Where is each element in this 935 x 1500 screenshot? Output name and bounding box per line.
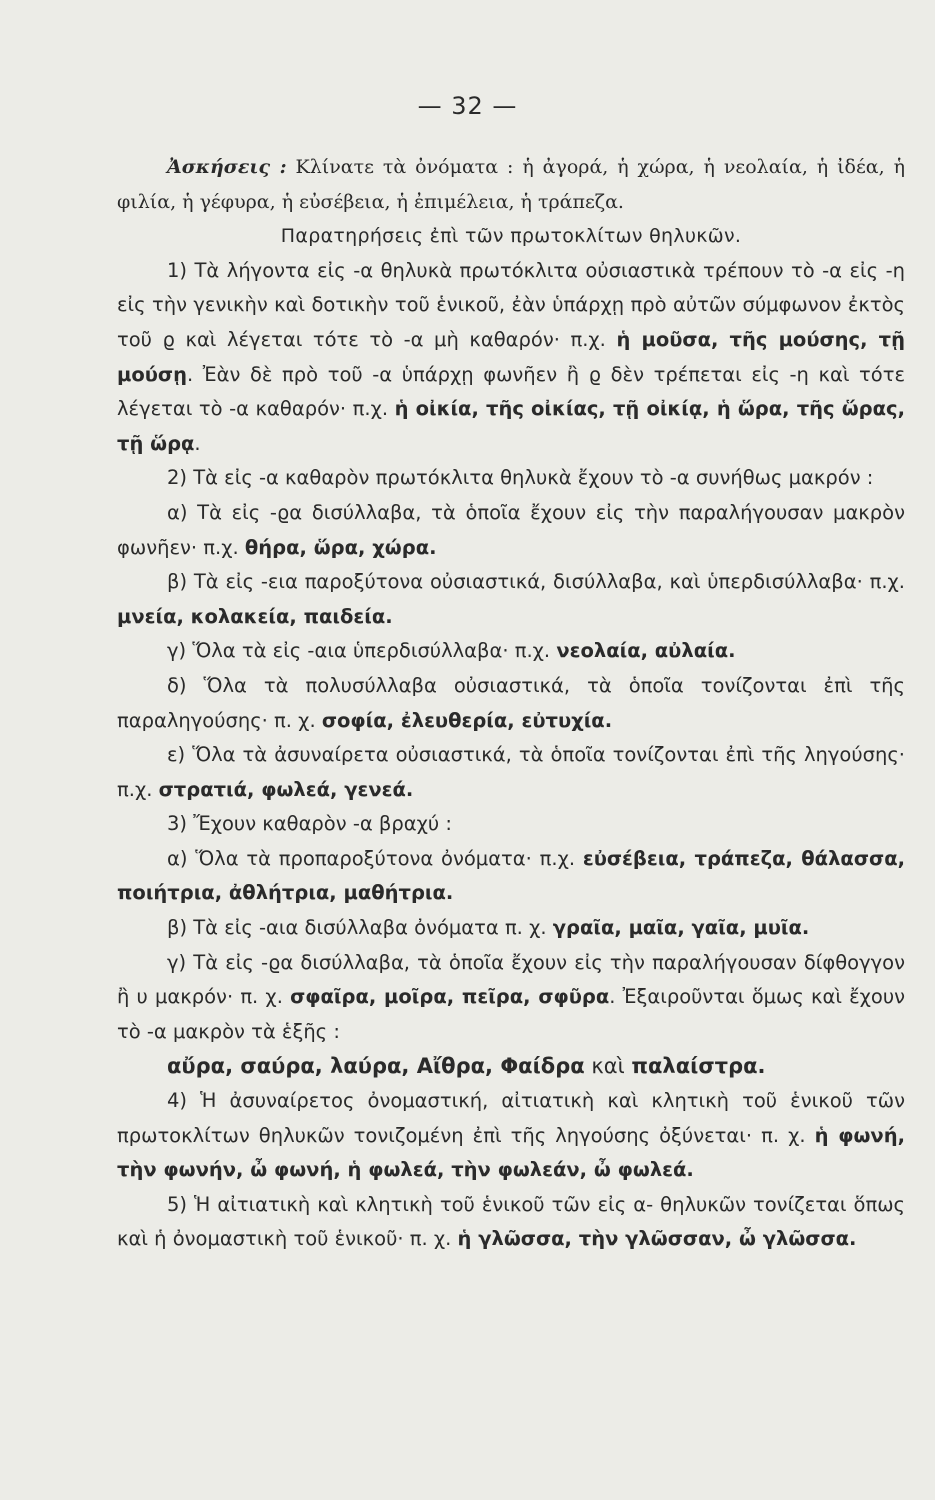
rule-2-d <box>117 669 905 738</box>
section-heading: Παρατηρήσεις ἐπὶ τῶν πρωτοκλίτων θηλυκῶν. <box>280 225 742 248</box>
rule-3-b-example: γραῖα, μαῖα, γαῖα, μυῖα. <box>552 916 810 940</box>
rule-3-b-text: β) Τὰ εἰς -αια δισύλλαβα ὀνόματα π. χ. <box>167 916 553 940</box>
rule-5-paragraph <box>117 1188 905 1257</box>
rule-2-d-text: δ) Ὅλα τὰ πολυσύλλαβα οὐσιαστικά, τὰ ὁποῖα τονίζονται ἐπὶ τῆς παραληγούσης· π. χ. <box>117 673 905 732</box>
exercise-paragraph <box>117 150 905 219</box>
page-body <box>117 150 905 1257</box>
rule-3-exceptions-and: καὶ <box>584 1054 632 1079</box>
rule-1-example-2: ἡ οἰκία, τῆς οἰκίας, τῇ οἰκίᾳ, ἡ ὥρα, τῆς ὥρας, τῇ ὥρᾳ <box>117 397 905 455</box>
rule-2-a-example: θήρα, ὥρα, χώρα. <box>244 535 437 559</box>
rule-3-c-example: σφαῖρα, μοῖρα, πεῖρα, σφῦρα <box>290 985 610 1009</box>
rule-2-b-text: β) Τὰ εἰς -εια παροξύτονα οὐσιαστικά, δισύλλαβα, καὶ ὑπερδισύλλαβα· π.χ. <box>167 570 905 594</box>
page-number: — 32 — <box>417 92 518 120</box>
rule-1-text: 1) Τὰ λήγοντα εἰς -α θηλυκὰ πρωτόκλιτα οὐσιαστικὰ τρέπουν τὸ -α εἰς -η εἰς τὴν γενικὴν καὶ δοτικὴν τοῦ ἑνικοῦ, ἐὰν ὑπάρχῃ πρὸ αὐτῶν σύμφωνον ἐκτὸς τοῦ ϱ καὶ λέγεται τότε τὸ -α μὴ καθαρόν· π.χ. <box>117 258 905 351</box>
rule-4-paragraph <box>117 1084 905 1188</box>
rule-3-exceptions-last: παλαίστρα. <box>631 1054 766 1079</box>
rule-1-example-1: ἡ μοῦσα, τῆς μούσης, τῇ μούσῃ <box>117 327 906 386</box>
rule-2-a-text: α) Τὰ εἰς -ϱα δισύλλαβα, τὰ ὁποῖα ἔχουν εἰς τὴν παραλήγουσαν μακρὸν φωνῆεν· π.χ. <box>117 500 905 559</box>
rule-3-a-text: α) Ὅλα τὰ προπαροξύτονα ὀνόματα· π.χ. <box>167 846 583 870</box>
rule-1-end: . <box>194 431 201 455</box>
rule-3-c <box>117 946 905 1050</box>
exercise-text: Κλίνατε τὰ ὀνόματα : ἡ ἀγορά, ἡ χώρα, ἡ νεολαία, ἡ ἰδέα, ἡ φιλία, ἡ γέφυρα, ἡ εὐσέβεια, ἡ ἐπιμέλεια, ἡ τράπεζα. <box>117 156 905 213</box>
rule-2-d-example: σοφία, ἐλευθερία, εὐτυχία. <box>321 708 613 732</box>
rule-2-c-text: γ) Ὅλα τὰ εἰς -αια ὑπερδισύλλαβα· π.χ. <box>167 639 557 663</box>
rule-2-b-example: μνεία, κολακεία, παιδεία. <box>117 604 393 628</box>
rule-2-e <box>117 738 905 807</box>
rule-2-e-example: στρατιά, φωλεά, γενεά. <box>158 777 414 801</box>
rule-2-a <box>117 496 905 565</box>
rule-3-b <box>117 911 905 946</box>
rule-2-c-example: νεολαία, αὐλαία. <box>556 639 736 663</box>
rule-4-example: ἡ φωνή, τὴν φωνήν, ὦ φωνή, ἡ φωλεά, τὴν φωλεάν, ὦ φωλεά. <box>117 1123 905 1182</box>
rule-1-text-2: . Ἐὰν δὲ πρὸ τοῦ -α ὑπάρχῃ φωνῆεν ἢ ϱ δὲν τρέπεται εἰς -η καὶ τότε λέγεται τὸ -α καθαρόν· π.χ. <box>117 362 905 421</box>
rule-3-a <box>117 842 905 911</box>
rule-3-a-example: εὐσέβεια, τράπεζα, θάλασσα, ποιήτρια, ἀθλήτρια, μαθήτρια. <box>117 846 905 905</box>
rule-3-exceptions <box>117 1049 905 1084</box>
rule-5-text: 5) Ἡ αἰτιατικὴ καὶ κλητικὴ τοῦ ἑνικοῦ τῶν εἰς α- θηλυκῶν τονίζεται ὅπως καὶ ἡ ὀνομαστικὴ τοῦ ἑνικοῦ· π. χ. <box>117 1192 905 1251</box>
rule-2-b <box>117 565 905 634</box>
rule-5-example: ἡ γλῶσσα, τὴν γλῶσσαν, ὦ γλῶσσα. <box>457 1227 857 1251</box>
rule-4-text: 4) Ἡ ἀσυναίρετος ὀνομαστική, αἰτιατικὴ καὶ κλητικὴ τοῦ ἑνικοῦ τῶν πρωτοκλίτων θηλυκῶν τονιζομένη ἐπὶ τῆς ληγούσης ὀξύνεται· π. χ. <box>117 1089 905 1147</box>
rule-3-intro: 3) Ἔχουν καθαρὸν -α βραχύ : <box>167 812 452 836</box>
rule-2-c <box>117 634 905 669</box>
rule-3-c-text: γ) Τὰ εἰς -ϱα δισύλλαβα, τὰ ὁποῖα ἔχουν εἰς τὴν παραλήγουσαν δίφθογγον ἢ υ μακρόν· π. χ. <box>117 950 905 1009</box>
rule-1-paragraph <box>117 254 905 462</box>
rule-3-exceptions-list: αὔρα, σαύρα, λαύρα, Αἴθρα, Φαίδρα <box>167 1054 585 1079</box>
rule-3-c-text-2: . Ἐξαιροῦνται ὅμως καὶ ἔχουν τὸ -α μακρὸν τὰ ἑξῆς : <box>117 985 906 1043</box>
rule-2-e-text: ε) Ὅλα τὰ ἀσυναίρετα οὐσιαστικά, τὰ ὁποῖα τονίζονται ἐπὶ τῆς ληγούσης· π.χ. <box>117 743 905 801</box>
rule-2-intro: 2) Τὰ εἰς -α καθαρὸν πρωτόκλιτα θηλυκὰ ἔχουν τὸ -α συνήθως μακρόν : <box>167 466 874 490</box>
exercise-label: Ἀσκήσεις : <box>167 156 287 178</box>
